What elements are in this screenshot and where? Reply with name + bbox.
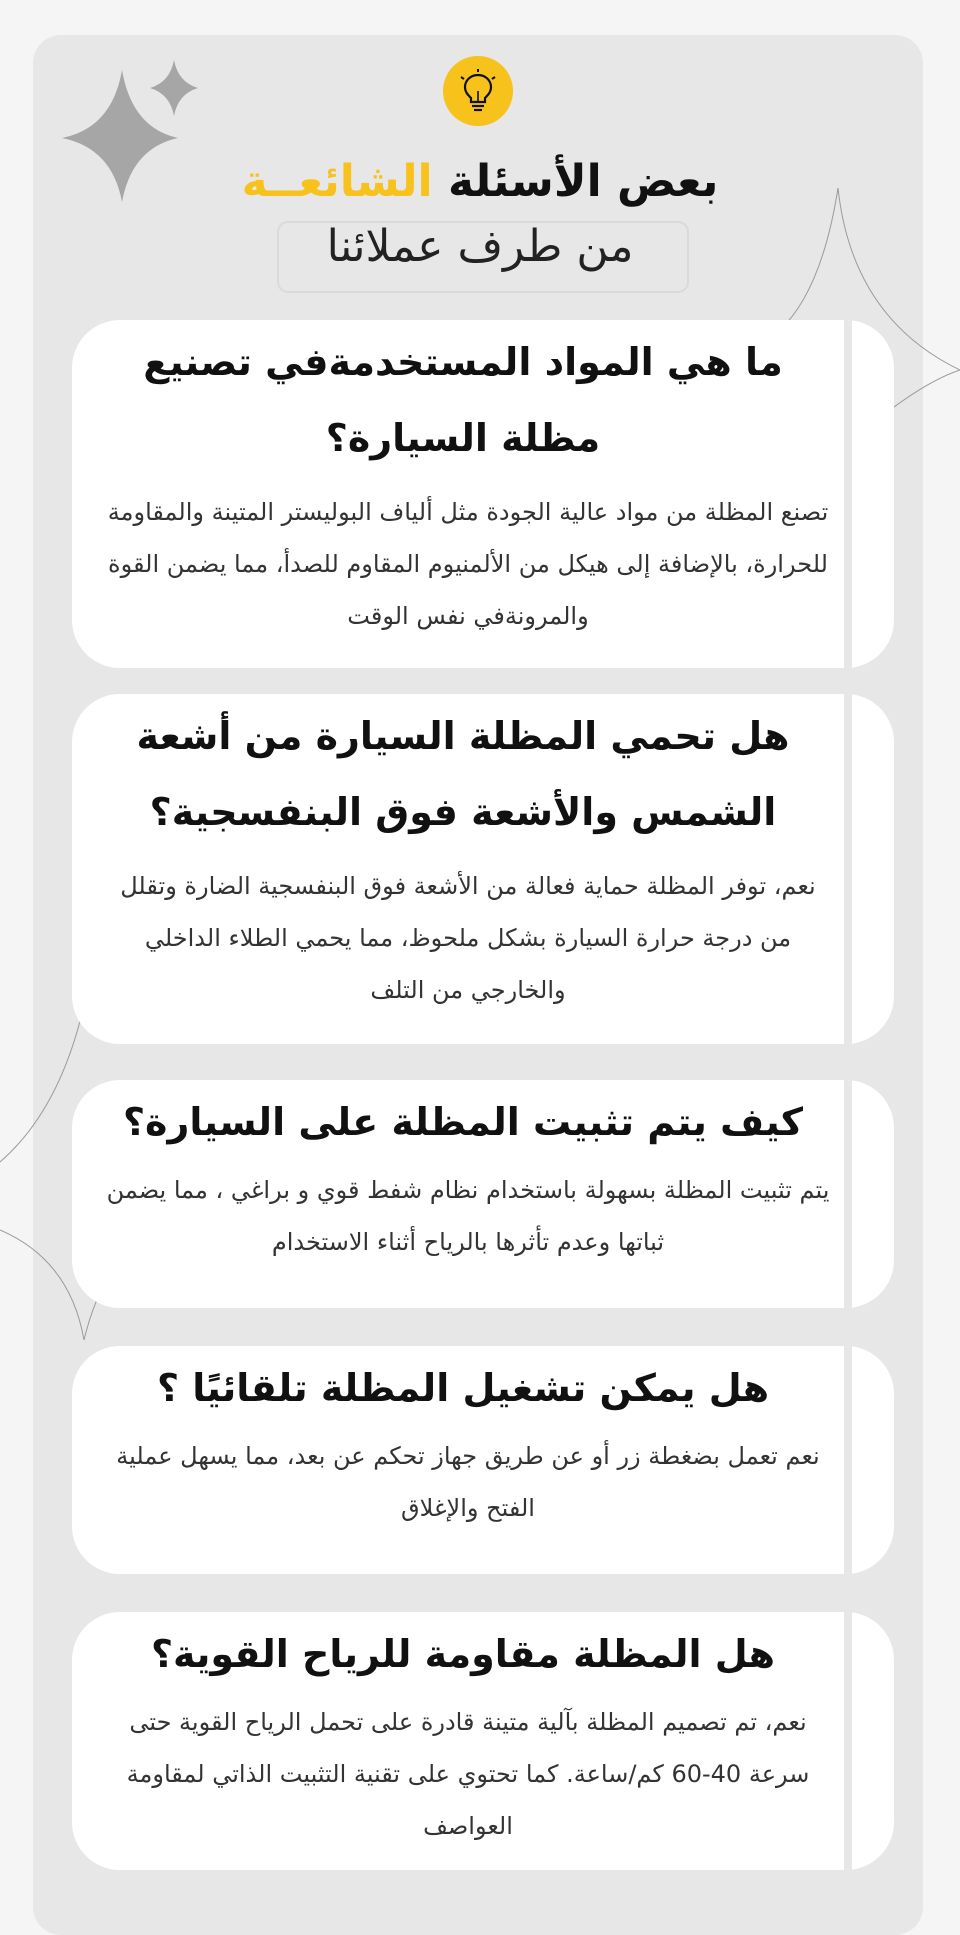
faq-question: هل يمكن تشغيل المظلة تلقائيًا ؟ <box>156 1366 770 1410</box>
faq-question: ما هي المواد المستخدمةفي تصنيع مظلة السيارة؟ <box>143 340 783 460</box>
faq-card-4 <box>72 1346 894 1574</box>
faq-answer: نعم تعمل بضغطة زر أو عن طريق جهاز تحكم عن بعد، مما يسهل عملية الفتح والإغلاق <box>116 1442 820 1522</box>
lightbulb-badge <box>443 56 513 126</box>
faq-card-1 <box>72 320 894 668</box>
card-edge-bar <box>844 1612 852 1870</box>
page-title <box>0 150 960 214</box>
card-edge-bar <box>844 1346 852 1574</box>
faq-answer: تصنع المظلة من مواد عالية الجودة مثل ألياف البوليستر المتينة والمقاومة للحرارة، بالإضافة إلى هيكل من الألمنيوم المقاوم للصدأ، مما يضمن القوة والمرونةفي نفس الوقت <box>107 498 829 630</box>
faq-card-2 <box>72 694 894 1044</box>
page-title-main: بعض الأسئلة <box>447 156 719 207</box>
faq-answer: نعم، تم تصميم المظلة بآلية متينة قادرة على تحمل الرياح القوية حتى سرعة 40-60 كم/ساعة. كما تحتوي على تقنية التثبيت الذاتي لمقاومة العواصف <box>126 1708 810 1840</box>
card-edge-bar <box>844 1080 852 1308</box>
faq-answer: نعم، توفر المظلة حماية فعالة من الأشعة فوق البنفسجية الضارة وتقلل من درجة حرارة السيارة بشكل ملحوظ، مما يحمي الطلاء الداخلي والخارجي من التلف <box>120 872 816 1004</box>
page-title-accent: الشائعــة <box>241 156 433 207</box>
card-edge-bar <box>844 320 852 668</box>
faq-question: هل المظلة مقاومة للرياح القوية؟ <box>150 1632 776 1676</box>
faq-card-3 <box>72 1080 894 1308</box>
card-edge-bar <box>844 694 852 1044</box>
lightbulb-icon <box>458 69 498 113</box>
faq-answer: يتم تثبيت المظلة بسهولة باستخدام نظام شفط قوي و براغي ، مما يضمن ثباتها وعدم تأثرها بالرياح أثناء الاستخدام <box>106 1176 830 1256</box>
page-subtitle: من طرف عملائنا <box>326 221 634 272</box>
faq-card-5 <box>72 1612 894 1870</box>
faq-question: هل تحمي المظلة السيارة من أشعة الشمس والأشعة فوق البنفسجية؟ <box>136 714 790 834</box>
faq-question: كيف يتم تثبيت المظلة على السيارة؟ <box>123 1100 803 1144</box>
